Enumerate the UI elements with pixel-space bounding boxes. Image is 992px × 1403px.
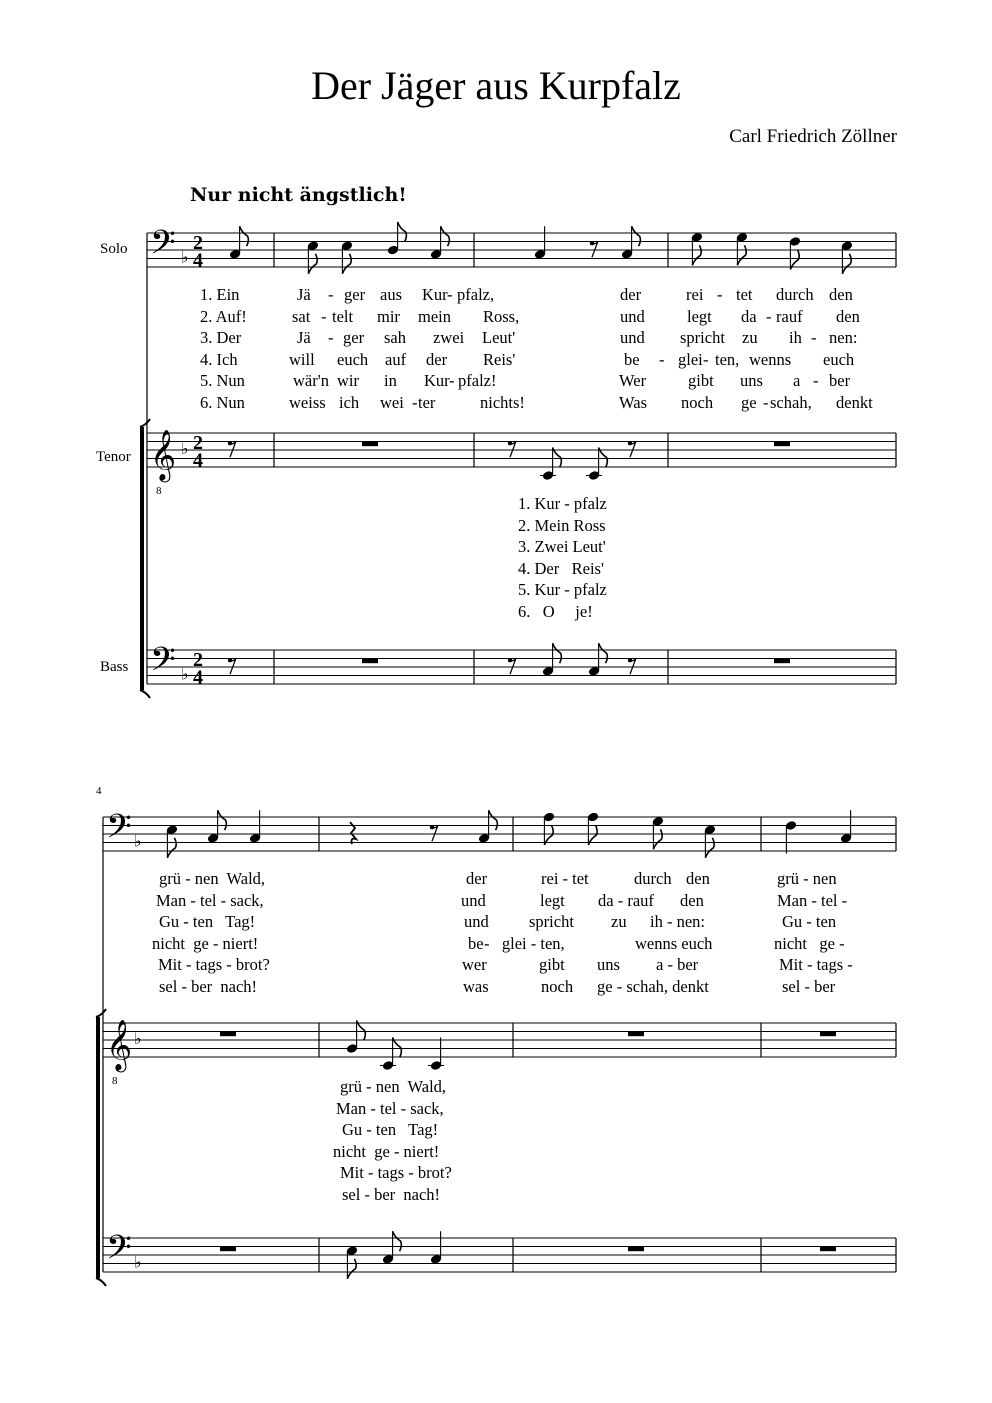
solo-lyric-syllable: da - rauf bbox=[598, 890, 654, 910]
octave-mark: 8 bbox=[156, 485, 162, 498]
solo-lyric-syllable: a - ber bbox=[656, 955, 699, 975]
solo-lyric-syllable: - bbox=[703, 349, 709, 369]
solo-lyric-syllable: gibt bbox=[688, 371, 714, 391]
eighth-rest-icon bbox=[230, 658, 236, 674]
bracket-hook-bottom bbox=[96, 1278, 106, 1286]
time-signature-top: 2 bbox=[193, 649, 203, 672]
flat-icon: ♭ bbox=[181, 441, 189, 458]
solo-lyric-syllable: Mit - tags - bbox=[779, 955, 853, 975]
solo-lyric-syllable: Jä bbox=[297, 328, 311, 348]
solo-lyric-syllable: zu bbox=[742, 328, 758, 348]
time-signature-bottom: 4 bbox=[193, 666, 203, 689]
solo-lyric-syllable: ter bbox=[418, 393, 436, 412]
solo-lyric-syllable: Wer bbox=[619, 371, 647, 391]
solo-lyric-syllable: 5. Nun bbox=[200, 371, 245, 391]
solo-lyric-syllable: - glei - ten, bbox=[484, 933, 565, 953]
eighth-rest-icon bbox=[510, 658, 516, 674]
staff-label-tenor: Tenor bbox=[96, 449, 131, 465]
whole-rest-icon bbox=[362, 442, 378, 447]
solo-lyric-syllable: Leut' bbox=[482, 328, 516, 348]
whole-rest-icon bbox=[774, 442, 790, 447]
solo-lyric-syllable: euch bbox=[823, 349, 855, 369]
flag bbox=[308, 254, 317, 274]
flat-icon: ♭ bbox=[181, 666, 189, 684]
solo-lyric-syllable: zu bbox=[611, 912, 627, 932]
solo-lyric-syllable: - bbox=[717, 285, 723, 304]
solo-lyric-syllable: 6. Nun bbox=[200, 393, 245, 412]
solo-lyric-syllable: uns bbox=[740, 371, 763, 391]
tenor-lyric-line: grü - nen Wald, bbox=[340, 1077, 447, 1096]
solo-lyric-syllable: ber bbox=[829, 371, 851, 391]
eighth-rest-icon bbox=[230, 441, 236, 457]
solo-lyric-syllable: grü - nen bbox=[777, 869, 837, 888]
time-signature-bottom: 4 bbox=[193, 249, 203, 272]
eighth-rest-icon bbox=[630, 658, 636, 674]
solo-lyric-syllable: wei bbox=[380, 393, 404, 412]
bracket-hook-top bbox=[140, 419, 150, 427]
flat-icon: ♭ bbox=[134, 1254, 142, 1272]
whole-rest-icon bbox=[362, 659, 378, 664]
flag bbox=[398, 222, 407, 242]
solo-lyric-syllable: der bbox=[466, 869, 488, 888]
solo-lyric-syllable: ge bbox=[741, 393, 757, 412]
whole-rest-icon bbox=[774, 659, 790, 664]
solo-lyric-syllable: pfalz! bbox=[458, 371, 497, 391]
whole-rest-icon bbox=[220, 1247, 236, 1252]
solo-lyric-syllable: Gu - ten bbox=[782, 912, 837, 932]
flag bbox=[393, 1231, 402, 1251]
flag bbox=[705, 838, 714, 858]
solo-lyric-syllable: nichts! bbox=[480, 393, 525, 412]
bass-clef-icon: 𝄢 bbox=[106, 808, 132, 854]
solo-lyric-syllable: 3. Der bbox=[200, 328, 242, 348]
solo-lyric-syllable: durch bbox=[776, 285, 814, 304]
solo-lyric-syllable: tet bbox=[736, 285, 753, 304]
solo-lyric-syllable: be bbox=[624, 349, 640, 369]
flag bbox=[441, 226, 450, 246]
solo-lyric-syllable: rei bbox=[686, 285, 704, 304]
flag bbox=[347, 1259, 356, 1279]
solo-lyric-syllable: und bbox=[620, 306, 645, 326]
octave-mark: 8 bbox=[112, 1075, 118, 1088]
solo-lyric-syllable: - bbox=[811, 328, 817, 348]
solo-lyric-syllable: - bbox=[766, 306, 772, 326]
solo-lyric-syllable: 1. Ein bbox=[200, 285, 240, 304]
whole-rest-icon bbox=[820, 1032, 836, 1037]
tenor-lyric-line: 3. Zwei Leut' bbox=[518, 537, 606, 557]
solo-lyric-line: nicht ge - niert! bbox=[152, 933, 259, 953]
solo-lyric-line: grü - nen Wald, bbox=[159, 869, 266, 888]
tenor-lyric-line: 1. Kur - pfalz bbox=[518, 494, 607, 513]
solo-lyric-syllable: in bbox=[384, 371, 397, 391]
eighth-rest-icon bbox=[510, 441, 516, 457]
solo-lyric-syllable: der bbox=[620, 285, 642, 304]
tenor-lyric-line: 6. O je! bbox=[518, 602, 593, 621]
measure-number: 4 bbox=[96, 785, 102, 797]
solo-lyric-syllable: - bbox=[449, 371, 455, 391]
solo-lyric-syllable: ih bbox=[789, 328, 802, 348]
solo-lyric-syllable: Reis' bbox=[483, 349, 516, 369]
solo-lyric-syllable: spricht bbox=[529, 912, 574, 932]
flag bbox=[632, 226, 641, 246]
solo-lyric-syllable: - bbox=[328, 328, 334, 348]
time-signature-bottom: 4 bbox=[193, 449, 203, 472]
solo-lyric-syllable: weiss bbox=[289, 393, 326, 412]
solo-lyric-syllable: mir bbox=[377, 306, 400, 326]
solo-lyric-syllable: euch bbox=[337, 349, 369, 369]
solo-lyric-syllable: - bbox=[813, 371, 819, 391]
flat-icon: ♭ bbox=[181, 249, 189, 267]
solo-lyric-syllable: a bbox=[793, 371, 801, 391]
solo-lyric-syllable: glei bbox=[678, 349, 703, 369]
eighth-rest-icon bbox=[592, 241, 598, 257]
tenor-lyric-line: Gu - ten Tag! bbox=[342, 1120, 439, 1140]
solo-lyric-syllable: spricht bbox=[680, 328, 725, 348]
solo-lyric-syllable: uns bbox=[597, 955, 620, 975]
flag bbox=[240, 226, 249, 246]
solo-lyric-line: Mit - tags - brot? bbox=[158, 955, 270, 975]
flag bbox=[842, 254, 851, 274]
score-title: Der Jäger aus Kurpfalz bbox=[311, 63, 681, 108]
solo-lyric-syllable: nen: bbox=[829, 328, 858, 348]
tempo-marking: Nur nicht ängstlich! bbox=[190, 184, 407, 206]
solo-lyric-syllable: Was bbox=[619, 393, 647, 412]
bracket-hook-bottom bbox=[140, 690, 150, 698]
solo-lyric-syllable: ih - nen: bbox=[650, 912, 705, 932]
flag bbox=[489, 810, 498, 830]
solo-lyric-syllable: legt bbox=[687, 306, 712, 326]
solo-lyric-syllable: - bbox=[447, 285, 453, 304]
solo-lyric-syllable: und bbox=[461, 890, 486, 910]
bass-clef-icon: 𝄢 bbox=[106, 1229, 132, 1275]
solo-lyric-syllable: wenns euch bbox=[635, 933, 713, 953]
solo-lyric-syllable: - bbox=[659, 349, 665, 369]
solo-lyric-syllable: rauf bbox=[776, 306, 803, 326]
solo-lyric-syllable: zwei bbox=[433, 328, 465, 348]
solo-lyric-syllable: wir bbox=[337, 371, 359, 391]
solo-lyric-syllable: rei - tet bbox=[541, 869, 589, 888]
solo-lyric-syllable: telt bbox=[332, 306, 354, 326]
flat-icon: ♭ bbox=[134, 1031, 142, 1048]
flag bbox=[553, 643, 562, 663]
solo-lyric-line: Gu - ten Tag! bbox=[159, 912, 256, 932]
solo-lyric-line: Man - tel - sack, bbox=[156, 890, 264, 910]
solo-lyric-syllable: be bbox=[468, 933, 484, 953]
solo-lyric-syllable: sel - ber bbox=[782, 977, 836, 996]
whole-rest-icon bbox=[820, 1247, 836, 1252]
solo-lyric-syllable: durch bbox=[634, 869, 672, 888]
whole-rest-icon bbox=[628, 1247, 644, 1252]
flag bbox=[692, 245, 701, 265]
solo-lyric-syllable: und bbox=[464, 912, 489, 932]
solo-lyric-syllable: den bbox=[686, 869, 710, 888]
solo-lyric-syllable: Kur bbox=[424, 371, 450, 391]
solo-lyric-syllable: 4. Ich bbox=[200, 349, 238, 369]
solo-lyric-syllable: den bbox=[829, 285, 853, 304]
solo-lyric-syllable: mein bbox=[418, 306, 451, 326]
eighth-rest-icon bbox=[432, 825, 438, 841]
flag bbox=[737, 245, 746, 265]
whole-rest-icon bbox=[220, 1032, 236, 1037]
solo-lyric-syllable: - bbox=[321, 306, 327, 326]
flag bbox=[167, 838, 176, 858]
solo-lyric-syllable: nicht ge - bbox=[774, 933, 845, 953]
flag bbox=[342, 254, 351, 274]
bass-clef-icon: 𝄢 bbox=[150, 224, 176, 270]
solo-lyric-syllable: ger bbox=[344, 285, 366, 304]
tenor-lyric-line: Man - tel - sack, bbox=[336, 1098, 444, 1118]
solo-lyric-syllable: schah, bbox=[770, 393, 812, 412]
solo-lyric-syllable: gibt bbox=[539, 955, 565, 975]
bass-clef-icon: 𝄢 bbox=[150, 641, 176, 687]
solo-lyric-syllable: Man - tel - bbox=[777, 890, 848, 910]
solo-lyric-syllable: und bbox=[620, 328, 645, 348]
solo-lyric-syllable: will bbox=[289, 349, 315, 369]
tenor-lyric-line: nicht ge - niert! bbox=[333, 1141, 440, 1161]
solo-lyric-syllable: 2. Auf! bbox=[200, 306, 247, 326]
flag bbox=[599, 643, 608, 663]
solo-lyric-syllable: den bbox=[680, 890, 704, 910]
solo-lyric-syllable: wer bbox=[462, 955, 487, 975]
composer-name: Carl Friedrich Zöllner bbox=[729, 126, 897, 147]
solo-lyric-syllable: Kur bbox=[422, 285, 448, 304]
flag bbox=[218, 810, 227, 830]
tenor-lyric-line: 5. Kur - pfalz bbox=[518, 580, 607, 600]
eighth-rest-icon bbox=[630, 441, 636, 457]
staff-label-bass: Bass bbox=[100, 659, 129, 675]
time-signature-top: 2 bbox=[193, 432, 203, 455]
flag bbox=[653, 829, 662, 849]
flat-icon: ♭ bbox=[134, 833, 142, 851]
solo-lyric-syllable: noch bbox=[681, 393, 714, 412]
solo-lyric-syllable: ge - schah, denkt bbox=[597, 977, 709, 996]
treble-clef-icon: 𝄞 bbox=[106, 1020, 133, 1070]
solo-lyric-line: sel - ber nach! bbox=[159, 977, 258, 996]
solo-lyric-syllable: auf bbox=[385, 349, 407, 369]
solo-lyric-syllable: - bbox=[763, 393, 769, 412]
solo-lyric-syllable: pfalz, bbox=[457, 285, 495, 304]
time-signature-top: 2 bbox=[193, 232, 203, 255]
solo-lyric-syllable: ten, bbox=[715, 349, 740, 369]
solo-lyric-syllable: den bbox=[836, 306, 860, 326]
solo-lyric-syllable: legt bbox=[540, 890, 565, 910]
tenor-lyric-line: Mit - tags - brot? bbox=[340, 1163, 452, 1183]
solo-lyric-syllable: wär'n bbox=[293, 371, 329, 391]
solo-lyric-syllable: - bbox=[412, 393, 418, 412]
staff-label-solo: Solo bbox=[100, 241, 128, 257]
tenor-lyric-line: sel - ber nach! bbox=[342, 1185, 441, 1204]
solo-lyric-syllable: aus bbox=[380, 285, 402, 304]
treble-clef-icon: 𝄞 bbox=[150, 430, 177, 480]
solo-lyric-syllable: noch bbox=[541, 977, 574, 996]
solo-lyric-syllable: ger bbox=[343, 328, 365, 348]
solo-lyric-syllable: da bbox=[741, 306, 757, 326]
solo-lyric-syllable: Jä bbox=[297, 285, 311, 304]
whole-rest-icon bbox=[628, 1032, 644, 1037]
solo-lyric-syllable: - bbox=[328, 285, 334, 304]
solo-lyric-syllable: denkt bbox=[836, 393, 873, 412]
solo-lyric-syllable: sah bbox=[384, 328, 406, 348]
solo-lyric-syllable: der bbox=[426, 349, 448, 369]
tenor-lyric-line: 4. Der Reis' bbox=[518, 558, 604, 578]
tenor-lyric-line: 2. Mein Ross bbox=[518, 515, 606, 535]
solo-lyric-syllable: Ross, bbox=[483, 306, 520, 326]
solo-lyric-syllable: was bbox=[463, 977, 489, 996]
solo-lyric-syllable: wenns bbox=[749, 349, 792, 369]
solo-lyric-syllable: ich bbox=[339, 393, 360, 412]
bracket-hook-top bbox=[96, 1009, 106, 1017]
solo-lyric-syllable: sat bbox=[292, 306, 311, 326]
